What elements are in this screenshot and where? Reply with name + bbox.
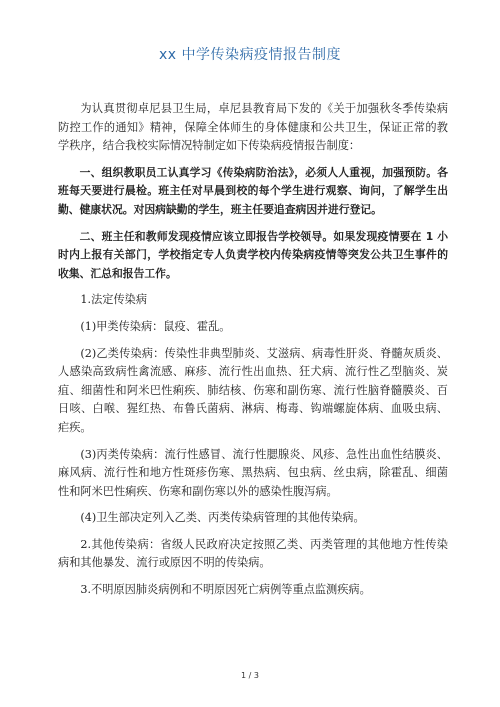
intro-paragraph: 为认真贯彻卓尼县卫生局，卓尼县教育局下发的《关于加强秋冬季传染病防控工作的通知》精神，保障全体师生的身体健康和公共卫生，保证正常的教学秩序，结合我校实际情况特制定如下传染病疫情报告制度：: [58, 102, 448, 153]
class-a-diseases: (1)甲类传染病：鼠疫、霍乱。: [80, 319, 231, 333]
class-b-diseases: (2)乙类传染病：传染性非典型肺炎、艾滋病、病毒性肝炎、脊髓灰质炎、人感染高致病性禽流感、麻疹、流行性出血热、狂犬病、流行性乙型脑炎、炭疽、细菌性和阿米巴性痢疾、肺结核、伤寒和副伤寒、流行性脑脊髓膜炎、百日咳、白喉、猩红热、布鲁氏菌病、淋病、梅毒、钩端螺旋体病、血吸虫病、疟疾。: [58, 346, 448, 434]
other-diseases: 2.其他传染病：省级人民政府决定按照乙类、丙类管理的其他地方性传染病和其他暴发、流行或原因不明的传染病。: [58, 537, 448, 570]
section-two-paragraph: 二、班主任和教师发现疫情应该立即报告学校领导。如果发现疫情要在 1 小时内上报有关部门，学校指定专人负责学校内传染病疫情等突发公共卫生事件的 收集、汇总和报告工作。: [58, 229, 459, 280]
legal-diseases-heading: 1.法定传染病: [80, 293, 148, 307]
monitored-diseases: 3.不明原因肺炎病例和不明原因死亡病例等重点监测疾病。: [80, 583, 371, 597]
document-body: [58, 100, 459, 608]
other-ministry-diseases: (4)卫生部决定列入乙类、丙类传染病管理的其他传染病。: [80, 511, 365, 525]
section-one-paragraph: 一、组织教职员工认真学习《传染病防治法》，必须人人重视，加强预防。各班每天要进行晨检。班主任对早晨到校的每个学生进行观察、询问，了解学生出勤、健康状况。对因病缺勤的学生，班主任要追查病因并进行登记。: [58, 165, 448, 216]
document-title: xx 中学传染病疫情报告制度: [158, 47, 342, 63]
class-c-diseases: (3)丙类传染病：流行性感冒、流行性腮腺炎、风疹、急性出血性结膜炎、麻风病、流行性和地方性斑疹伤寒、黑热病、包虫病、丝虫病，除霍乱、细菌性和阿米巴性痢疾、伤寒和副伤寒以外的感染性腹泻病。: [58, 447, 448, 498]
page-number: 1 / 3: [241, 671, 259, 680]
